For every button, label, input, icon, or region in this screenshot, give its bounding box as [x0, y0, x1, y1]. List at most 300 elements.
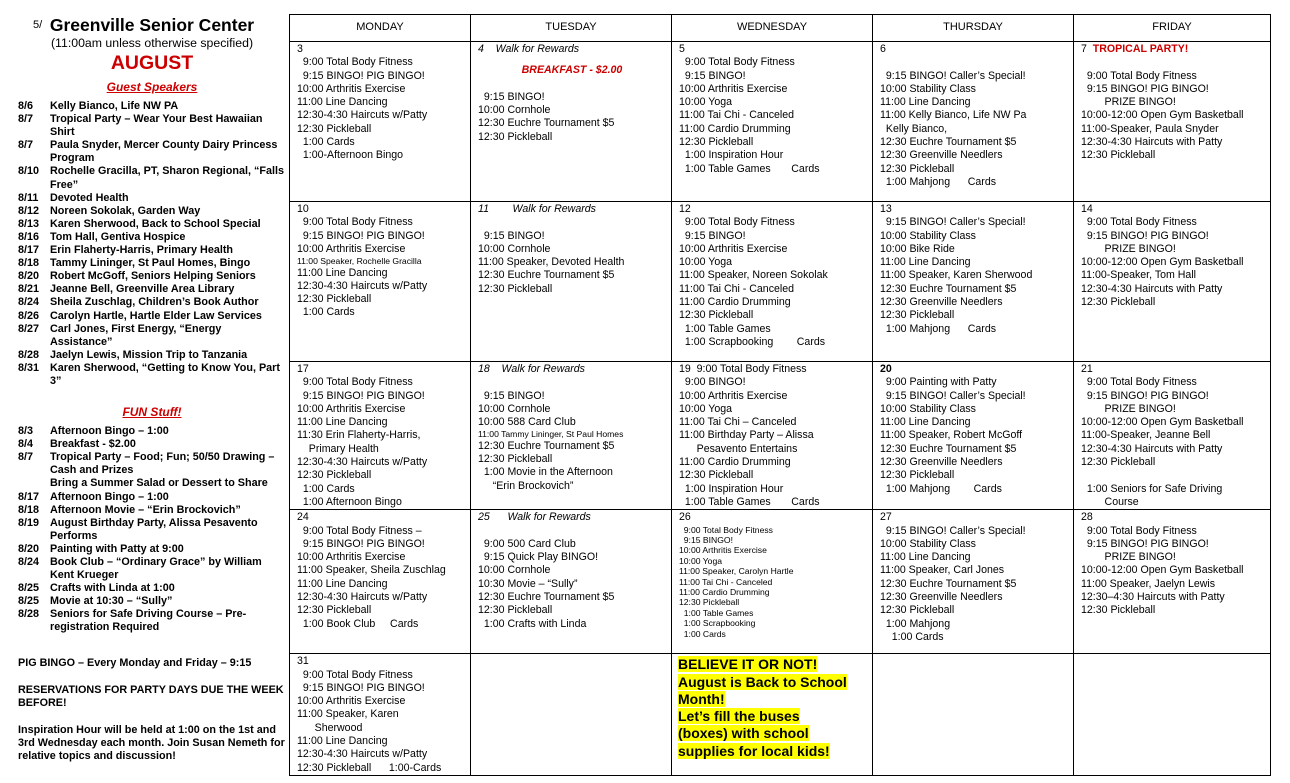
event-line: 10:00-12:00 Open Gym Basketball [1081, 256, 1244, 269]
event-line: 11:00 Tai Chi - Canceled [679, 282, 795, 295]
event-line: 10:00 Cornhole [478, 104, 551, 117]
event-line: 12:30-4:30 Haircuts with Patty [1081, 442, 1223, 455]
event-line: 12:30 Pickleball [1081, 296, 1156, 309]
event-line: 9:15 BINGO! Caller’s Special! [880, 216, 1026, 229]
speaker-item [18, 139, 286, 165]
event-line: 11:00 Speaker, Robert McGoff [880, 429, 1023, 442]
item-text: Carl Jones, First Energy, “Energy Assistance” [50, 322, 222, 348]
event-line: 11:00 Speaker, Carolyn Hartle [679, 566, 794, 577]
event-line: 10:00-12:00 Open Gym Basketball [1081, 416, 1244, 429]
item-date: 8/13 [18, 217, 40, 230]
fun-item [18, 491, 286, 504]
event-line: 9:00 BINGO! [679, 376, 746, 389]
event-line: 12:30 Pickleball 1:00-Cards [297, 761, 442, 774]
fun-item [18, 582, 286, 595]
item-date: 8/21 [18, 283, 40, 296]
event-line: 10:00 Stability Class [880, 537, 976, 550]
event-line: 11:00 Line Dancing [297, 735, 388, 748]
event-line: 1:00 Mahjong Cards [880, 322, 997, 335]
event-line: 1:00 Mahjong [880, 617, 951, 630]
promo-line: Let’s fill the buses [678, 708, 800, 725]
item-date: 8/24 [18, 296, 40, 309]
event-line: 12:30 Pickleball [478, 282, 553, 295]
event-line: 12:30 Pickleball [478, 130, 553, 143]
empty-cell-thursday [873, 654, 1074, 776]
event-line: 12:30 Pickleball [679, 309, 754, 322]
day-cell-18 [471, 362, 672, 510]
item-date: 8/25 [18, 582, 40, 595]
event-line: 11:00 Line Dancing [880, 416, 971, 429]
tropical-party-label: TROPICAL PARTY! [1092, 43, 1189, 55]
event-line: 9:15 BINGO! [679, 229, 746, 242]
walk-for-rewards: 25 Walk for Rewards [478, 511, 591, 524]
event-line: 10:00 Yoga [679, 402, 733, 415]
promo-line: supplies for local kids! [678, 742, 830, 759]
promo-line: BELIEVE IT OR NOT! [678, 656, 818, 673]
event-line: 1:00 Seniors for Safe Driving [1081, 482, 1223, 495]
event-line: 9:15 BINGO! [478, 389, 545, 402]
event-line: 11:00 Cardio Drumming [679, 456, 791, 469]
day-header-thursday: THURSDAY [873, 15, 1074, 42]
item-text: Erin Flaherty-Harris, Primary Health [50, 244, 234, 257]
speaker-item [18, 192, 286, 205]
speaker-item [18, 270, 286, 283]
event-line [478, 376, 666, 389]
event-line: 11:00 Line Dancing [297, 577, 388, 590]
event-line: 9:00 Total Body Fitness [679, 524, 773, 535]
event-line: 12:30 Euchre Tournament $5 [478, 439, 615, 452]
guest-speakers-list [18, 100, 286, 388]
day-cell-4 [471, 42, 672, 202]
event-line: 1:00 Cards [297, 306, 355, 319]
event-line: 1:00 Inspiration Hour [679, 482, 784, 495]
day-header-tuesday: TUESDAY [471, 15, 672, 42]
event-line: 9:15 BINGO! PIG BINGO! [297, 69, 425, 82]
event-line: 9:00 Total Body Fitness [679, 216, 795, 229]
event-line: 11:00-Speaker, Tom Hall [1081, 269, 1197, 282]
event-line: PRIZE BINGO! [1081, 402, 1176, 415]
event-line: 11:00 Speaker, Sheila Zuschlag [297, 564, 446, 577]
item-text: Kelly Bianco, Life NW PA [50, 100, 179, 112]
event-line: 11:00 Speaker, Carl Jones [880, 564, 1005, 577]
event-line: 11:00 Cardio Drumming [679, 122, 791, 135]
event-line [880, 56, 1068, 69]
event-line: 10:00 Arthritis Exercise [679, 545, 767, 556]
event-line: 12:30 Pickleball [478, 604, 553, 617]
event-line: 12:30 Pickleball [478, 453, 553, 466]
event-line: 10:00 Arthritis Exercise [297, 695, 406, 708]
event-line: 12 [679, 203, 691, 215]
item-text: Tropical Party – Wear Your Best Hawaiian Shirt [50, 113, 263, 139]
item-text: Afternoon Movie – “Erin Brockovich” [50, 503, 241, 516]
fun-item [18, 556, 286, 582]
event-line: 11:00 Birthday Party – Alissa [679, 429, 814, 442]
item-date [18, 477, 50, 490]
event-line: 11:00 Kelly Bianco, Life NW Pa [880, 109, 1027, 122]
event-line: 1:00 Table Games [679, 322, 771, 335]
event-line: 1:00 Cards [297, 482, 355, 495]
item-date: 8/19 [18, 516, 40, 529]
title-prefix: 5/ [33, 19, 43, 31]
event-line: 10:00-12:00 Open Gym Basketball [1081, 109, 1244, 122]
item-text: Jeanne Bell, Greenville Area Library [50, 283, 235, 296]
fun-item [18, 504, 286, 517]
speaker-item [18, 231, 286, 244]
event-line: 9:00 Total Body Fitness [297, 56, 413, 69]
event-line: 12:30 Pickleball [679, 136, 754, 149]
guest-speakers-heading: Guest Speakers [106, 80, 198, 94]
fun-item [18, 438, 286, 451]
event-line: 12:30-4:30 Haircuts w/Patty [297, 456, 428, 469]
item-text: Seniors for Safe Driving Course – Pre-registration Required [50, 608, 247, 634]
event-line: 12:30 Greenville Needlers [880, 296, 1003, 309]
walk-for-rewards: 18 Walk for Rewards [478, 363, 585, 375]
item-text: Tom Hall, Gentiva Hospice [50, 230, 186, 243]
speaker-item [18, 296, 286, 309]
event-line: 11:00-Speaker, Jeanne Bell [1081, 429, 1211, 442]
event-line: 1:00-Afternoon Bingo [297, 149, 404, 162]
event-line: 12:30 Pickleball [1081, 149, 1156, 162]
breakfast-label: BREAKFAST - $2.00 [521, 64, 623, 77]
event-line: 9:00 Total Body Fitness [1081, 524, 1197, 537]
event-line: PRIZE BINGO! [1081, 551, 1176, 564]
center-title [18, 14, 286, 36]
event-line: 10:00 588 Card Club [478, 416, 576, 429]
subtitle: (11:00am unless otherwise specified) [50, 36, 254, 50]
event-line: 12:30 Euchre Tournament $5 [478, 591, 615, 604]
event-line: 12:30 Euchre Tournament $5 [880, 136, 1017, 149]
event-line: 11:00 Speaker, Noreen Sokolak [679, 269, 828, 282]
event-line: 12:30 Pickleball [297, 293, 372, 306]
walk-for-rewards: 4 Walk for Rewards [478, 43, 580, 55]
fun-item [18, 517, 286, 543]
event-line: 1:00 Crafts with Linda [478, 617, 587, 630]
item-text: Karen Sherwood, “Getting to Know You, Part 3” [50, 361, 280, 387]
event-line: 1:00 Mahjong Cards [880, 482, 1002, 495]
item-text: Devoted Health [50, 191, 129, 204]
item-date: 8/7 [18, 113, 34, 126]
item-date: 8/20 [18, 542, 40, 555]
event-line: 12:30-4:30 Haircuts with Patty [1081, 136, 1223, 149]
speaker-item [18, 323, 286, 349]
fun-item [18, 477, 286, 490]
speaker-item [18, 113, 286, 139]
event-line: Sherwood [297, 721, 363, 734]
event-line [1081, 56, 1265, 69]
event-line: 11:00 Speaker, Jaelyn Lewis [1081, 577, 1216, 590]
event-line: 1:00 Afternoon Bingo [297, 495, 402, 508]
event-line: 1:00 Table Games Cards [679, 162, 820, 175]
event-line: 11:00 Speaker, Karen [297, 708, 399, 721]
event-line: 10:00 Yoga [679, 256, 733, 269]
event-line: 12:30 Pickleball [1081, 604, 1156, 617]
item-date: 8/12 [18, 204, 40, 217]
event-line: 11:00 Speaker, Karen Sherwood [880, 269, 1033, 282]
fun-item [18, 425, 286, 438]
item-date: 8/18 [18, 257, 40, 270]
item-text: Crafts with Linda at 1:00 [50, 582, 175, 595]
event-line: 12:30-4:30 Haircuts w/Patty [297, 748, 428, 761]
day-number: 26 [679, 511, 691, 524]
item-date: 8/3 [18, 425, 34, 438]
event-line: 10:00 Stability Class [880, 82, 976, 95]
event-line: 10:00 Cornhole [478, 402, 551, 415]
event-line: 1:00 Cards [297, 136, 355, 149]
event-line: 12:30-4:30 Haircuts w/Patty [297, 279, 428, 292]
event-line: 11:00 Cardio Drumming [679, 296, 791, 309]
day-cell-12 [672, 202, 873, 362]
note-pig-bingo: PIG BINGO – Every Monday and Friday – 9:15 [18, 656, 252, 669]
item-date: 8/4 [18, 438, 34, 451]
item-text: Tammy Lininger, St Paul Homes, Bingo [50, 257, 251, 270]
event-line: 9:15 BINGO! PIG BINGO! [297, 681, 425, 694]
event-line: 11:00-Speaker, Paula Snyder [1081, 122, 1219, 135]
event-line: 12:30 Greenville Needlers [880, 456, 1003, 469]
item-text: Bring a Summer Salad or Dessert to Share [50, 477, 268, 490]
event-line: 12:30 Pickleball [880, 469, 955, 482]
event-line: 9:00 Total Body Fitness [1081, 376, 1197, 389]
event-line: 9:15 BINGO! PIG BINGO! [1081, 82, 1209, 95]
event-line: 9:00 Total Body Fitness [297, 216, 413, 229]
event-line: 27 [880, 511, 892, 524]
day-cell-24 [290, 510, 471, 654]
event-line: 11:00 Tai Chi – Canceled [679, 416, 797, 429]
event-line: 12:30 Euchre Tournament $5 [880, 442, 1017, 455]
event-line: 10:00 Cornhole [478, 242, 551, 255]
event-line [478, 525, 666, 538]
event-line: 9:15 BINGO! PIG BINGO! [297, 537, 425, 550]
title-text: Greenville Senior Center [49, 15, 255, 35]
event-line: 12:30 Euchre Tournament $5 [880, 577, 1017, 590]
item-text: Tropical Party – Food; Fun; 50/50 Drawing – Cash and Prizes [50, 451, 275, 477]
event-line: PRIZE BINGO! [1081, 96, 1176, 109]
day-cell-25 [471, 510, 672, 654]
event-line: 12:30 Greenville Needlers [880, 149, 1003, 162]
back-to-school-promo [672, 654, 873, 776]
event-line: 10:00 Stability Class [880, 402, 976, 415]
item-date: 8/31 [18, 361, 40, 374]
event-line: 10:00 Bike Ride [880, 242, 955, 255]
item-text: Afternoon Bingo – 1:00 [50, 490, 169, 503]
item-date: 8/25 [18, 595, 40, 608]
note-inspiration-hour: Inspiration Hour will be held at 1:00 on the 1st and 3rd Wednesday each month. Join Susan Nemeth for relative topics and discussion! [18, 723, 285, 763]
item-date: 8/18 [18, 503, 40, 516]
fun-item [18, 595, 286, 608]
event-line: PRIZE BINGO! [1081, 242, 1176, 255]
event-line: 9:15 BINGO! Caller’s Special! [880, 524, 1026, 537]
day-number: 7 [1081, 43, 1087, 55]
event-line: 9:15 BINGO! [478, 90, 545, 103]
item-text: Afternoon Bingo – 1:00 [50, 425, 169, 438]
item-text: Breakfast - $2.00 [50, 438, 136, 451]
event-line: 10:00 Cornhole [478, 564, 551, 577]
event-line: 10:00 Arthritis Exercise [297, 551, 406, 564]
event-line: “Erin Brockovich” [478, 479, 574, 492]
event-line: 10:00 Yoga [679, 96, 733, 109]
event-line: 10:00 Arthritis Exercise [679, 242, 788, 255]
event-line: 11:00 Line Dancing [880, 96, 971, 109]
event-line: 1:00 Inspiration Hour [679, 149, 784, 162]
speaker-item [18, 283, 286, 296]
promo-line: Month! [678, 690, 725, 707]
item-text: Movie at 10:30 – “Sully” [50, 595, 173, 608]
day-header-wednesday: WEDNESDAY [672, 15, 873, 42]
day-number: 20 [880, 363, 892, 375]
event-line: 11:00 Tammy Lininger, St Paul Homes [478, 429, 624, 440]
event-line: 12:30 Pickleball [880, 604, 955, 617]
event-line: Course [1081, 495, 1139, 508]
item-date: 8/6 [18, 100, 34, 112]
item-text: Robert McGoff, Seniors Helping Seniors [50, 270, 256, 283]
event-line: 9:15 BINGO! PIG BINGO! [1081, 537, 1209, 550]
event-line: 3 [297, 43, 303, 55]
event-line: 1:00 Table Games Cards [679, 495, 820, 508]
item-text: August Birthday Party, Alissa Pesavento Performs [50, 516, 258, 542]
event-line: 10:00 Arthritis Exercise [297, 242, 406, 255]
event-line: 9:15 BINGO! [679, 69, 746, 82]
event-line: 10:00 Yoga [679, 555, 723, 566]
event-line: 11:00 Line Dancing [880, 256, 971, 269]
day-cell-28 [1074, 510, 1271, 654]
event-line: 9:15 BINGO! [679, 534, 733, 545]
left-panel [18, 14, 286, 763]
event-line: 12:30 Pickleball [297, 122, 372, 135]
item-date: 8/7 [18, 139, 34, 152]
event-line [1081, 469, 1265, 482]
event-line: Kelly Bianco, [880, 122, 948, 135]
day-cell-7 [1074, 42, 1271, 202]
fun-item [18, 451, 286, 477]
item-date: 8/28 [18, 608, 40, 621]
event-line: 12:30 Pickleball [880, 309, 955, 322]
event-line: 13 [880, 203, 892, 215]
event-line: 9:15 BINGO! [478, 229, 545, 242]
day-cell-17 [290, 362, 471, 510]
event-line: 10:00 Arthritis Exercise [297, 402, 406, 415]
event-line: 12:30 Euchre Tournament $5 [478, 117, 615, 130]
event-line: 10:00 Stability Class [880, 229, 976, 242]
event-line: 12:30-4:30 Haircuts w/Patty [297, 109, 428, 122]
day-cell-13 [873, 202, 1074, 362]
event-line: 12:30 Greenville Needlers [880, 591, 1003, 604]
item-text: Rochelle Gracilla, PT, Sharon Regional, “Falls Free” [50, 165, 284, 191]
speaker-item [18, 165, 286, 191]
event-line: 28 [1081, 511, 1093, 524]
event-line: 10:00-12:00 Open Gym Basketball [1081, 564, 1244, 577]
item-text: Karen Sherwood, Back to School Special [50, 217, 261, 230]
event-line: 11:00 Line Dancing [297, 266, 388, 279]
speaker-item [18, 244, 286, 257]
event-line: 10:00 Arthritis Exercise [297, 82, 406, 95]
event-line: 24 [297, 511, 309, 524]
speaker-item [18, 349, 286, 362]
event-line: 10:00 Arthritis Exercise [679, 389, 788, 402]
event-line: 31 [297, 655, 309, 668]
month-title: AUGUST [110, 52, 194, 74]
event-line: 19 9:00 Total Body Fitness [679, 363, 807, 375]
event-line: 11:30 Erin Flaherty-Harris, [297, 429, 421, 442]
event-line: 1:00 Table Games [679, 607, 754, 618]
event-line: 9:00 Total Body Fitness [297, 376, 413, 389]
item-text: Book Club – “Ordinary Grace” by William Kent Krueger [50, 556, 262, 582]
event-line: 12:30 Euchre Tournament $5 [478, 269, 615, 282]
item-date: 8/27 [18, 322, 40, 335]
speaker-item [18, 218, 286, 231]
event-line: 12:30 Pickleball [297, 604, 372, 617]
event-line: 5 [679, 43, 685, 55]
event-line: 1:00 Mahjong Cards [880, 175, 997, 188]
event-line: 1:00 Book Club Cards [297, 617, 419, 630]
item-date: 8/26 [18, 309, 40, 322]
event-line: 12:30 Pickleball [679, 469, 754, 482]
day-cell-5 [672, 42, 873, 202]
item-date: 8/10 [18, 165, 40, 178]
walk-for-rewards: 11 Walk for Rewards [478, 203, 596, 215]
fun-item [18, 608, 286, 634]
event-line: 1:00 Cards [679, 628, 726, 639]
event-line: 9:15 BINGO! Caller’s Special! [880, 389, 1026, 402]
event-line: 9:15 Quick Play BINGO! [478, 551, 599, 564]
event-line: 12:30-4:30 Haircuts w/Patty [297, 591, 428, 604]
day-cell-14 [1074, 202, 1271, 362]
event-line: 9:15 BINGO! PIG BINGO! [1081, 229, 1209, 242]
event-line: 9:00 Total Body Fitness [297, 668, 413, 681]
speaker-item [18, 362, 286, 388]
event-line: 9:15 BINGO! Caller’s Special! [880, 69, 1026, 82]
event-line: 9:15 BINGO! PIG BINGO! [1081, 389, 1209, 402]
promo-line: (boxes) with school [678, 725, 809, 742]
event-line: 14 [1081, 203, 1093, 215]
item-date: 8/17 [18, 244, 40, 257]
event-line: 11:00 Line Dancing [297, 416, 388, 429]
note-reservations: RESERVATIONS FOR PARTY DAYS DUE THE WEEK BEFORE! [18, 683, 284, 709]
event-line: 9:00 500 Card Club [478, 537, 576, 550]
event-line: 11:00 Speaker, Rochelle Gracilla [297, 256, 422, 267]
event-line: 9:00 Total Body Fitness [679, 56, 795, 69]
day-cell-19 [672, 362, 873, 510]
event-line: 11:00 Line Dancing [880, 551, 971, 564]
day-cell-6 [873, 42, 1074, 202]
item-date: 8/24 [18, 556, 40, 568]
day-header-monday: MONDAY [290, 15, 471, 42]
event-line: 10:00 Arthritis Exercise [679, 82, 788, 95]
item-date: 8/11 [18, 191, 39, 204]
event-line: 9:15 BINGO! PIG BINGO! [297, 229, 425, 242]
item-text: Jaelyn Lewis, Mission Trip to Tanzania [50, 348, 248, 361]
day-cell-10 [290, 202, 471, 362]
day-cell-20 [873, 362, 1074, 510]
speaker-item [18, 205, 286, 218]
day-cell-27 [873, 510, 1074, 654]
event-line: 10 [297, 203, 309, 215]
speaker-item [18, 100, 286, 113]
empty-cell-tuesday [471, 654, 672, 776]
event-line: 17 [297, 363, 309, 375]
event-line: 11:00 Line Dancing [297, 96, 388, 109]
event-line: 12:30 Pickleball [679, 597, 740, 608]
event-line: 1:00 Scrapbooking Cards [679, 335, 826, 348]
speaker-item [18, 257, 286, 270]
day-cell-21 [1074, 362, 1271, 510]
day-header-friday: FRIDAY [1074, 15, 1271, 42]
event-line: 12:30 Pickleball [1081, 456, 1156, 469]
event-line: 12:30-4:30 Haircuts with Patty [1081, 282, 1223, 295]
item-date: 8/17 [18, 490, 40, 503]
day-cell-26 [672, 510, 873, 654]
event-line [478, 216, 666, 229]
event-line: 11:00 Cardio Drumming [679, 587, 770, 597]
item-text: Noreen Sokolak, Garden Way [50, 204, 201, 217]
